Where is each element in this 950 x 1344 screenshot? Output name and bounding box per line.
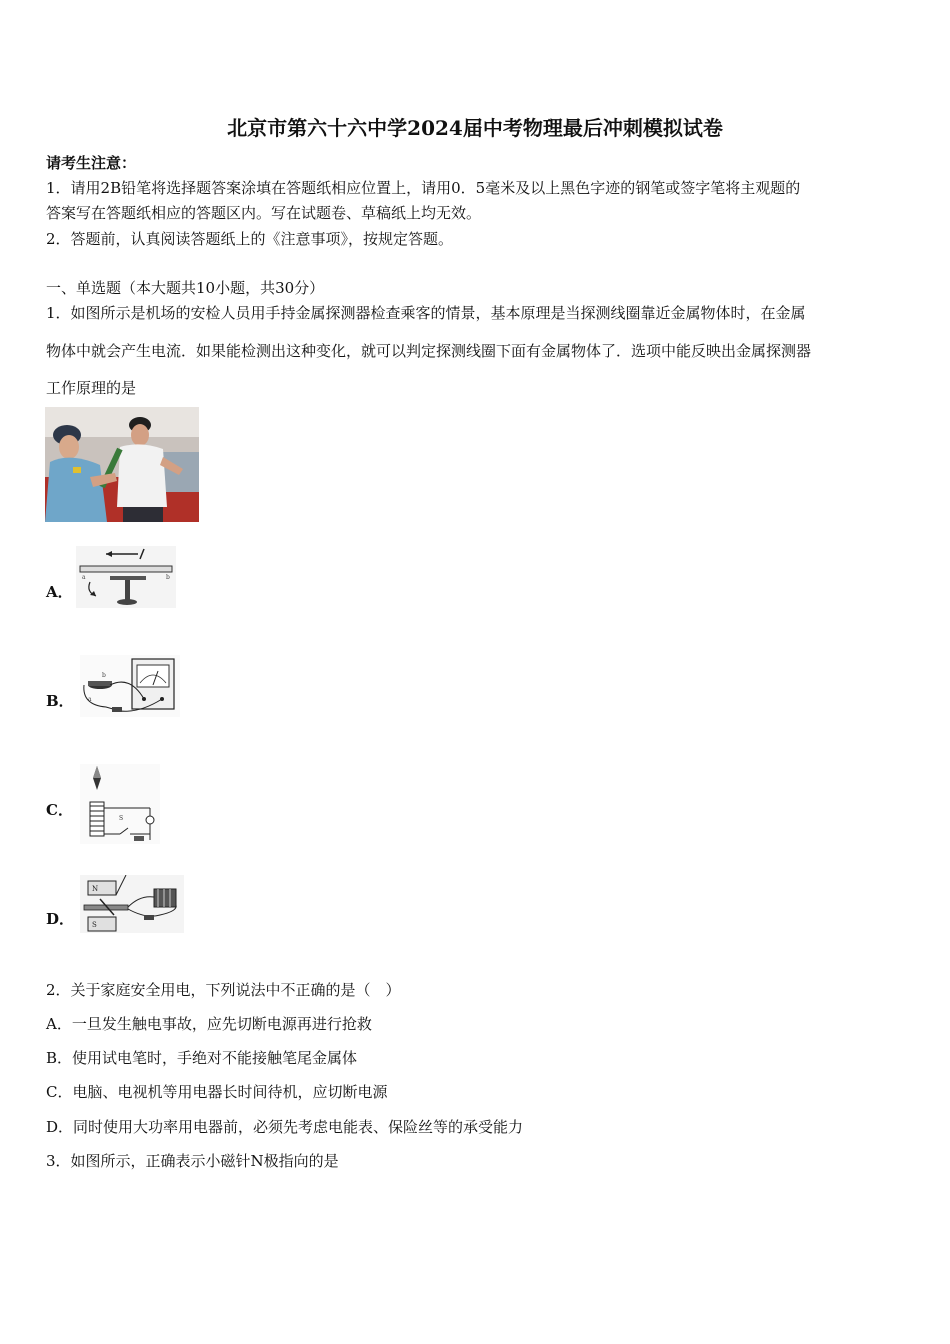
question-1-line-1: 1．如图所示是机场的安检人员用手持金属探测器检查乘客的情景，基本原理是当探测线圈靠近金属物体时，在金属 — [46, 304, 806, 322]
page-title: 北京市第六十六中学2024届中考物理最后冲刺模拟试卷 — [227, 116, 723, 140]
question-1-line-3: 工作原理的是 — [46, 379, 137, 397]
svg-text:b: b — [102, 672, 106, 679]
notice-line-3: 2．答题前，认真阅读答题纸上的《注意事项》，按规定答题。 — [46, 230, 454, 248]
option-c-label: C． — [46, 801, 73, 819]
svg-text:a: a — [88, 696, 92, 703]
notice-line-1: 1．请用2B铅笔将选择题答案涂填在答题纸相应位置上，请用0．5毫米及以上黑色字迹的钢笔或签字笔将主观题的 — [46, 179, 801, 197]
option-a-diagram — [76, 546, 176, 608]
option-c-diagram — [80, 764, 160, 844]
option-d-label: D． — [46, 910, 75, 928]
notice-heading: 请考生注意： — [46, 154, 137, 172]
option-a-label: A． — [46, 583, 73, 601]
question-2-option-c: C．电脑、电视机等用电器长时间待机，应切断电源 — [46, 1083, 388, 1101]
svg-text:b: b — [166, 574, 170, 581]
c-s-label: S — [119, 815, 124, 822]
question-2-option-a: A．一旦发生触电事故，应先切断电源再进行抢救 — [46, 1015, 372, 1033]
question-3-stem: 3．如图所示，正确表示小磁针N极指向的是 — [46, 1152, 339, 1170]
d-n-label: N — [92, 885, 99, 893]
option-d-diagram — [80, 875, 184, 933]
question-1-line-2: 物体中就会产生电流．如果能检测出这种变化，就可以判定探测线圈下面有金属物体了．选项中能反映出金属探测器 — [46, 342, 812, 360]
security-check-photo — [45, 407, 199, 522]
option-b-label: B． — [46, 692, 74, 710]
d-s-label: S — [92, 921, 97, 929]
section-heading: 一、单选题（本大题共10小题，共30分） — [46, 279, 325, 297]
question-2-option-b: B．使用试电笔时，手绝对不能接触笔尾金属体 — [46, 1049, 358, 1067]
option-b-diagram — [80, 655, 180, 717]
question-2-option-d: D．同时使用大功率用电器前，必须先考虑电能表、保险丝等的承受能力 — [46, 1118, 524, 1136]
svg-text:a: a — [82, 574, 86, 581]
notice-line-2: 答案写在答题纸相应的答题区内。写在试题卷、草稿纸上均无效。 — [46, 204, 482, 222]
question-2-stem: 2．关于家庭安全用电，下列说法中不正确的是（ ） — [46, 981, 401, 999]
